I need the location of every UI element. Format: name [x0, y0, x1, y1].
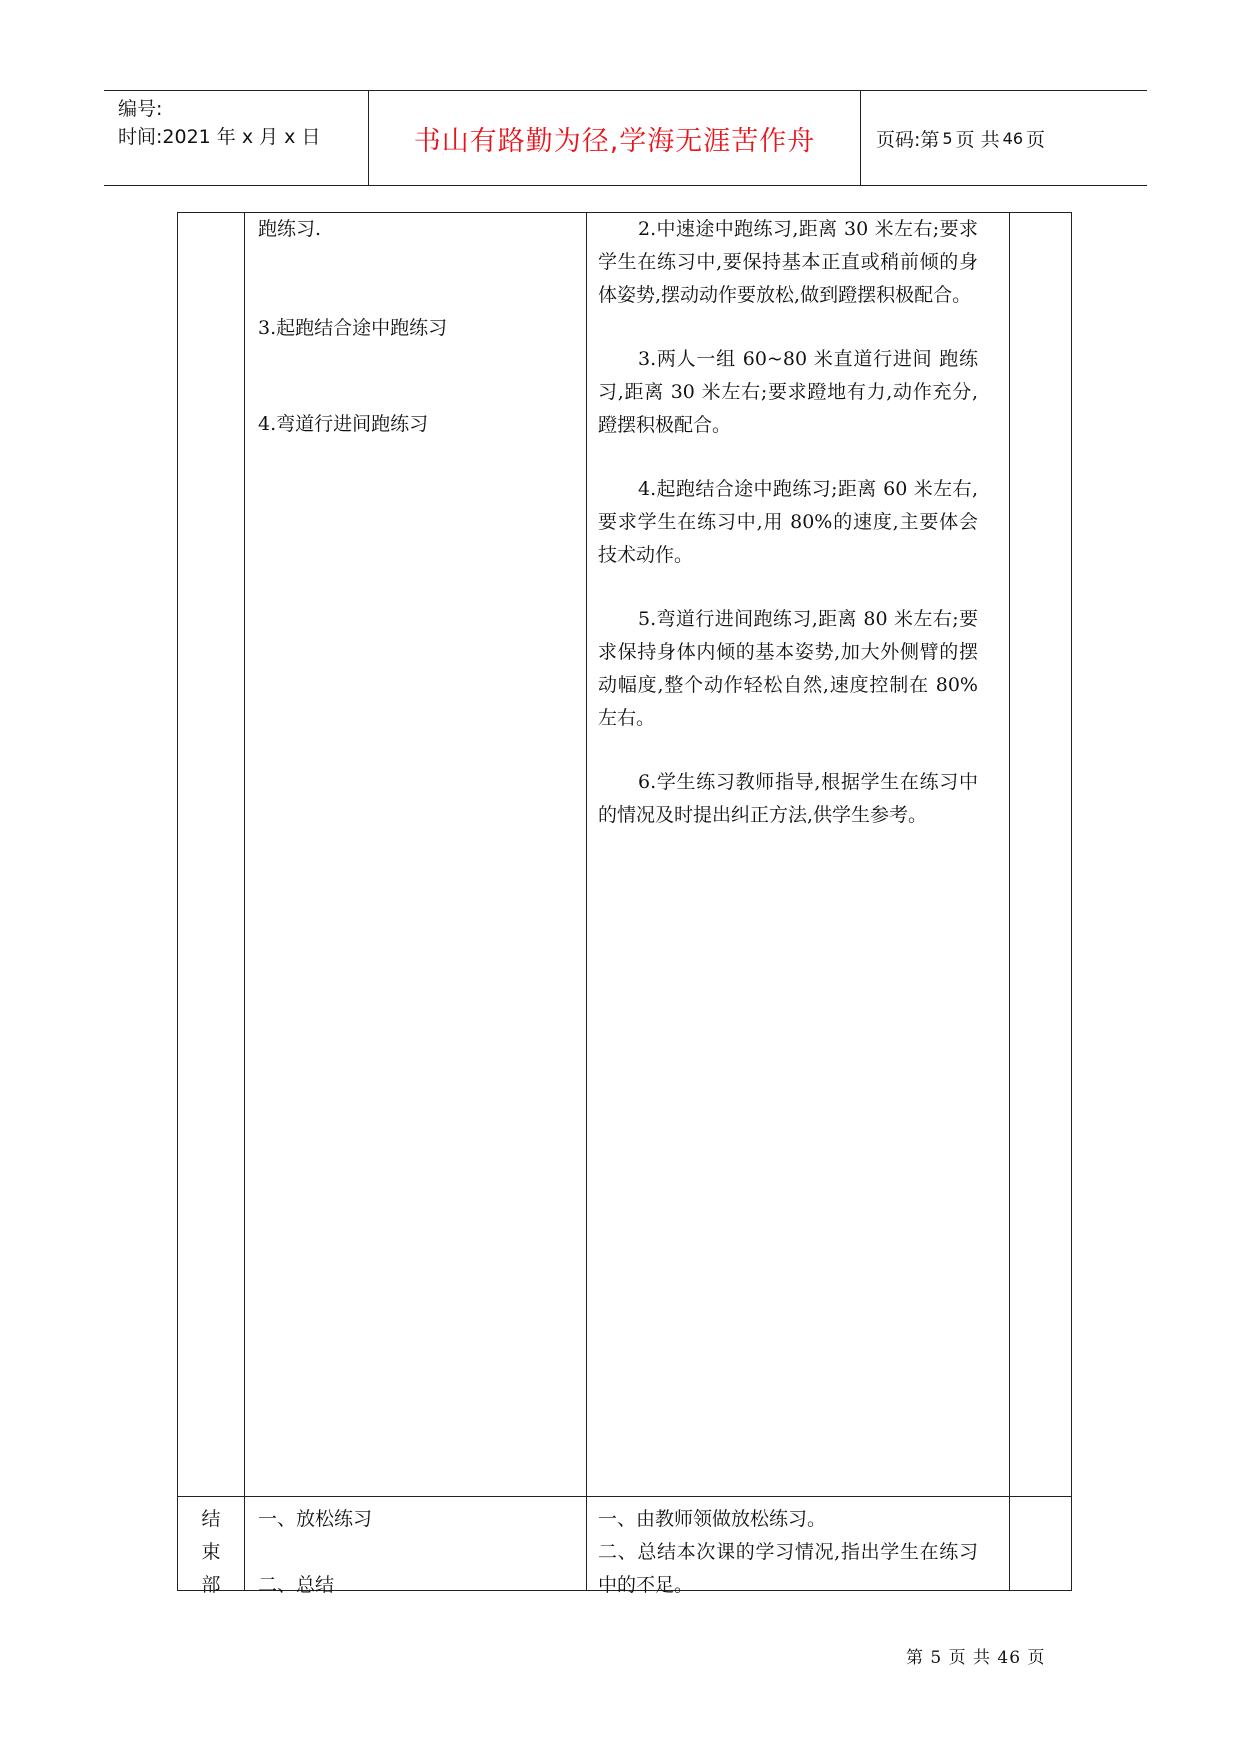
header-info: [118, 95, 320, 151]
column-divider: [244, 213, 245, 1590]
ending-description: [598, 1503, 978, 1602]
method-paragraph: 6.学生练习教师指导,根据学生在练习中的情况及时提出纠正方法,供学生参考。: [598, 771, 978, 826]
column-divider: [586, 213, 587, 1590]
page-mid: 页 共: [955, 128, 1000, 151]
content-line: 4.弯道行进间跑练习: [258, 413, 429, 435]
page-footer: 第 5 页 共 46 页: [906, 1648, 1046, 1668]
lesson-table: [177, 212, 1072, 1596]
section-char: 束: [201, 1541, 221, 1563]
method-paragraph: 2.中速途中跑练习,距离 30 米左右;要求学生在练习中,要保持基本正直或稍前倾的身体姿势,摆动动作要放松,做到蹬摆积极配合。: [598, 218, 978, 306]
ending-item: 二、总结: [258, 1574, 335, 1596]
method-paragraph: 4.起跑结合途中跑练习;距离 60 米左右,要求学生在练习中,用 80%的速度,主要体会技术动作。: [598, 478, 978, 566]
ending-desc-line: 一、由教师领做放松练习。: [598, 1508, 827, 1530]
content-line: 3.起跑结合途中跑练习: [258, 317, 448, 339]
page-suffix: 页: [1026, 128, 1046, 151]
content-line: 跑练习.: [258, 218, 322, 240]
section-char: 部: [201, 1574, 221, 1596]
page-prefix: 页码:第: [876, 128, 940, 151]
column-divider: [1009, 213, 1010, 1590]
header-page-number: [876, 91, 1045, 185]
header-divider: [860, 91, 861, 185]
method-column: [598, 213, 978, 832]
page-current: 5: [942, 128, 953, 148]
header-motto: 书山有路勤为径,学海无涯苦作舟: [413, 125, 816, 157]
time-label: 时间:2021 年 x 月 x 日: [118, 126, 321, 148]
ending-section-label: [178, 1503, 244, 1602]
ending-desc-line: 二、总结本次课的学习情况,指出学生在练习中的不足。: [598, 1541, 978, 1596]
row-divider: [178, 1496, 1071, 1497]
ending-item: 一、放松练习: [258, 1508, 373, 1530]
page-total: 46: [1002, 128, 1023, 148]
section-char: 结: [201, 1508, 221, 1530]
method-paragraph: 5.弯道行进间跑练习,距离 80 米左右;要求保持身体内倾的基本姿势,加大外侧臂的摆动幅度,整个动作轻松自然,速度控制在 80%左右。: [598, 608, 978, 729]
number-label: 编号:: [118, 98, 163, 120]
page-header: [104, 90, 1147, 186]
method-paragraph: 3.两人一组 60~80 米直道行进间 跑练习,距离 30 米左右;要求蹬地有力,动作充分,蹬摆积极配合。: [598, 348, 978, 436]
